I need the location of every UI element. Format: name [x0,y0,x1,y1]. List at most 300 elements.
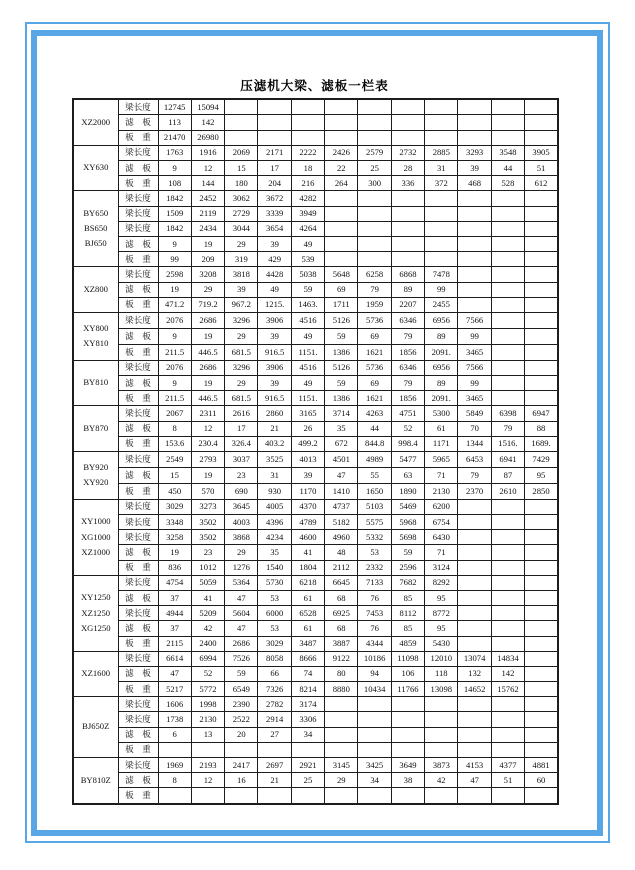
value-cell: 4989 [358,451,391,467]
value-cell: 142 [191,115,224,130]
value-cell [291,788,324,804]
value-cell: 5604 [225,606,258,621]
table-row [73,530,558,545]
row-label-cell: 梁长度 [118,499,158,514]
value-cell: 2076 [158,312,191,328]
value-cell: 19 [191,375,224,390]
value-cell: 2860 [258,406,291,421]
row-label-cell: 滤 板 [118,773,158,788]
model-name: BY650 [83,207,109,218]
value-cell: 1998 [191,697,224,712]
value-cell: 61 [425,421,458,436]
value-cell: 9 [158,161,191,176]
value-cell [391,191,424,206]
value-cell: 2596 [391,560,424,575]
value-cell [458,499,491,514]
value-cell: 15762 [491,682,524,697]
table-row [73,312,558,328]
value-cell: 3818 [225,267,258,282]
value-cell: 3649 [391,758,424,773]
row-label-cell: 梁长度 [118,145,158,160]
value-cell [491,636,524,651]
value-cell: 2729 [225,206,258,221]
value-cell: 79 [391,375,424,390]
value-cell: 3887 [325,636,358,651]
value-cell: 12 [191,161,224,176]
value-cell: 2426 [325,145,358,160]
value-cell [525,252,558,267]
value-cell [525,344,558,360]
value-cell: 6453 [458,451,491,467]
value-cell: 37 [158,590,191,605]
value-cell [458,590,491,605]
value-cell: 41 [291,545,324,560]
value-cell: 76 [358,590,391,605]
value-cell [358,727,391,742]
value-cell [458,606,491,621]
value-cell: 70 [458,421,491,436]
value-cell [425,191,458,206]
value-cell: 4003 [225,515,258,530]
value-cell: 15 [158,467,191,483]
model-name: XG1250 [80,622,111,633]
table-row [73,145,558,160]
value-cell: 49 [291,375,324,390]
value-cell [525,621,558,636]
model-name: XZ1600 [81,668,111,679]
value-cell: 7429 [525,451,558,467]
table-row [73,621,558,636]
value-cell: 29 [225,236,258,251]
value-cell: 39 [458,161,491,176]
value-cell: 1151. [291,344,324,360]
value-cell: 4600 [291,530,324,545]
value-cell: 23 [225,467,258,483]
value-cell: 47 [225,590,258,605]
value-cell [491,606,524,621]
value-cell: 66 [258,666,291,681]
value-cell: 6868 [391,267,424,282]
value-cell [491,375,524,390]
model-name: XG1000 [80,531,111,542]
value-cell: 3502 [191,530,224,545]
table-row [73,421,558,436]
value-cell [458,130,491,145]
value-cell: 41 [191,590,224,605]
model-name-cell [73,499,118,575]
value-cell [458,788,491,804]
row-label-cell: 板 重 [118,560,158,575]
value-cell: 38 [391,773,424,788]
value-cell [525,282,558,297]
value-cell: 4501 [325,451,358,467]
value-cell [425,99,458,115]
value-cell: 9 [158,328,191,344]
row-label-cell: 梁长度 [118,99,158,115]
table-row [73,575,558,590]
value-cell [425,788,458,804]
value-cell [491,590,524,605]
value-cell [525,636,558,651]
value-cell: 3258 [158,530,191,545]
value-cell: 3548 [491,145,524,160]
value-cell: 319 [225,252,258,267]
value-cell: 916.5 [258,344,291,360]
table-row [73,560,558,575]
value-cell: 1463. [291,297,324,312]
value-cell: 4754 [158,575,191,590]
value-cell [458,545,491,560]
value-cell [525,360,558,375]
model-name-cell [73,758,118,805]
value-cell [325,191,358,206]
value-cell: 1890 [391,483,424,499]
value-cell [391,252,424,267]
value-cell: 48 [325,545,358,560]
value-cell: 1170 [291,483,324,499]
value-cell [491,297,524,312]
row-label-cell: 梁长度 [118,515,158,530]
value-cell: 216 [291,176,324,191]
value-cell: 3905 [525,145,558,160]
value-cell: 6398 [491,406,524,421]
value-cell [358,206,391,221]
value-cell: 9 [158,236,191,251]
value-cell [225,742,258,757]
model-name-cell [73,697,118,758]
value-cell [458,221,491,236]
row-label-cell: 滤 板 [118,545,158,560]
value-cell: 5965 [425,451,458,467]
value-cell: 6994 [191,651,224,666]
row-label-cell: 梁长度 [118,267,158,282]
row-label-cell: 梁长度 [118,360,158,375]
value-cell: 2610 [491,483,524,499]
value-cell: 3487 [291,636,324,651]
value-cell [491,267,524,282]
value-cell [525,727,558,742]
value-cell: 5469 [391,499,424,514]
table-row [73,788,558,804]
value-cell [425,727,458,742]
value-cell: 9122 [325,651,358,666]
value-cell [491,312,524,328]
model-name: XY800 [83,323,109,334]
table-row [73,375,558,390]
value-cell: 2914 [258,712,291,727]
value-cell [325,742,358,757]
value-cell: 5364 [225,575,258,590]
value-cell: 450 [158,483,191,499]
value-cell: 3348 [158,515,191,530]
value-cell: 18 [291,161,324,176]
table-row [73,191,558,206]
value-cell: 6947 [525,406,558,421]
value-cell: 13074 [458,651,491,666]
value-cell [525,515,558,530]
value-cell: 49 [258,282,291,297]
value-cell: 5103 [358,499,391,514]
value-cell: 95 [425,590,458,605]
table-row [73,344,558,360]
value-cell: 21 [258,421,291,436]
value-cell: 1689. [525,436,558,451]
value-cell: 69 [358,328,391,344]
value-cell: 53 [258,590,291,605]
value-cell [525,590,558,605]
value-cell [525,575,558,590]
value-cell: 113 [158,115,191,130]
value-cell: 719.2 [191,297,224,312]
value-cell: 29 [325,773,358,788]
value-cell: 5038 [291,267,324,282]
spec-table [72,98,559,805]
value-cell: 3029 [158,499,191,514]
value-cell: 4377 [491,758,524,773]
value-cell [425,742,458,757]
model-name-cell [73,451,118,499]
value-cell: 71 [425,467,458,483]
value-cell [525,712,558,727]
value-cell: 3906 [258,312,291,328]
value-cell [491,282,524,297]
value-cell: 88 [525,421,558,436]
value-cell: 5575 [358,515,391,530]
value-cell: 39 [225,282,258,297]
value-cell: 2119 [191,206,224,221]
value-cell: 4751 [391,406,424,421]
value-cell: 1763 [158,145,191,160]
value-cell: 68 [325,590,358,605]
value-cell: 2400 [191,636,224,651]
value-cell: 5698 [391,530,424,545]
value-cell: 6258 [358,267,391,282]
table-row [73,267,558,282]
value-cell [458,727,491,742]
value-cell [525,391,558,406]
value-cell: 5772 [191,682,224,697]
row-label-cell: 板 重 [118,297,158,312]
value-cell [391,115,424,130]
value-cell [258,115,291,130]
table-row [73,221,558,236]
table-row [73,651,558,666]
value-cell: 5736 [358,360,391,375]
value-cell [425,252,458,267]
table-row [73,236,558,251]
value-cell: 60 [525,773,558,788]
value-cell: 2171 [258,145,291,160]
value-cell: 209 [191,252,224,267]
value-cell [491,742,524,757]
value-cell [225,788,258,804]
value-cell: 19 [158,545,191,560]
value-cell [458,252,491,267]
value-cell [525,499,558,514]
table-row [73,176,558,191]
value-cell: 51 [491,773,524,788]
value-cell: 12 [191,421,224,436]
value-cell [158,742,191,757]
value-cell: 2434 [191,221,224,236]
value-cell: 1621 [358,344,391,360]
table-row [73,451,558,467]
value-cell: 612 [525,176,558,191]
value-cell: 11098 [391,651,424,666]
value-cell: 2850 [525,483,558,499]
value-cell: 34 [358,773,391,788]
value-cell [525,606,558,621]
table-row [73,590,558,605]
value-cell: 4960 [325,530,358,545]
value-cell: 2115 [158,636,191,651]
row-label-cell: 板 重 [118,788,158,804]
value-cell [525,530,558,545]
value-cell: 930 [258,483,291,499]
value-cell: 12 [191,773,224,788]
row-label-cell: 板 重 [118,176,158,191]
value-cell: 2686 [191,312,224,328]
value-cell [358,712,391,727]
value-cell: 11766 [391,682,424,697]
model-name: XY630 [83,162,109,173]
value-cell [458,575,491,590]
value-cell: 25 [358,161,391,176]
row-label-cell: 滤 板 [118,727,158,742]
table-row [73,328,558,344]
value-cell: 39 [258,328,291,344]
value-cell: 1959 [358,297,391,312]
value-cell: 108 [158,176,191,191]
table-row [73,391,558,406]
value-cell: 3906 [258,360,291,375]
value-cell: 211.5 [158,344,191,360]
value-cell: 19 [191,236,224,251]
value-cell: 2793 [191,451,224,467]
model-name: BY810Z [80,774,111,785]
table-row [73,483,558,499]
row-label-cell: 滤 板 [118,421,158,436]
value-cell: 3124 [425,560,458,575]
value-cell: 3293 [458,145,491,160]
value-cell [391,697,424,712]
value-cell: 6218 [291,575,324,590]
value-cell: 85 [391,621,424,636]
value-cell: 2686 [225,636,258,651]
value-cell [525,375,558,390]
value-cell [425,236,458,251]
value-cell: 4013 [291,451,324,467]
value-cell: 39 [258,375,291,390]
row-label-cell: 滤 板 [118,115,158,130]
value-cell: 79 [491,421,524,436]
value-cell: 2921 [291,758,324,773]
value-cell: 916.5 [258,391,291,406]
value-cell [458,236,491,251]
value-cell: 8058 [258,651,291,666]
value-cell: 63 [391,467,424,483]
value-cell: 681.5 [225,391,258,406]
value-cell [358,252,391,267]
value-cell [391,727,424,742]
model-name: XY1250 [80,592,111,603]
value-cell: 1344 [458,436,491,451]
value-cell [291,742,324,757]
row-label-cell: 板 重 [118,130,158,145]
row-label-cell: 滤 板 [118,621,158,636]
value-cell: 80 [325,666,358,681]
value-cell: 1969 [158,758,191,773]
value-cell: 180 [225,176,258,191]
value-cell: 1738 [158,712,191,727]
value-cell: 39 [258,236,291,251]
value-cell: 3425 [358,758,391,773]
value-cell: 52 [191,666,224,681]
value-cell: 3465 [458,344,491,360]
value-cell [491,621,524,636]
value-cell: 681.5 [225,344,258,360]
value-cell [458,191,491,206]
value-cell: 8214 [291,682,324,697]
value-cell: 4153 [458,758,491,773]
value-cell [491,560,524,575]
value-cell: 99 [458,375,491,390]
value-cell: 836 [158,560,191,575]
value-cell: 6754 [425,515,458,530]
row-label-cell: 梁长度 [118,312,158,328]
value-cell [491,712,524,727]
value-cell: 372 [425,176,458,191]
value-cell: 99 [158,252,191,267]
value-cell: 51 [525,161,558,176]
table-row [73,682,558,697]
value-cell [458,636,491,651]
value-cell: 29 [225,545,258,560]
value-cell: 2067 [158,406,191,421]
value-cell: 153.6 [158,436,191,451]
value-cell: 21470 [158,130,191,145]
value-cell: 3145 [325,758,358,773]
value-cell: 89 [425,328,458,344]
value-cell: 8880 [325,682,358,697]
value-cell: 44 [358,421,391,436]
value-cell [391,742,424,757]
value-cell: 15 [225,161,258,176]
value-cell: 49 [291,236,324,251]
value-cell [458,99,491,115]
value-cell: 336 [391,176,424,191]
value-cell [491,391,524,406]
value-cell: 2549 [158,451,191,467]
value-cell [525,115,558,130]
model-name: XY810 [83,338,109,349]
table-row [73,697,558,712]
value-cell [525,545,558,560]
value-cell: 3037 [225,451,258,467]
value-cell [491,206,524,221]
value-cell: 4005 [258,499,291,514]
value-cell: 85 [391,590,424,605]
value-cell: 6 [158,727,191,742]
model-name: XZ1000 [81,546,111,557]
value-cell: 49 [291,328,324,344]
table-row [73,252,558,267]
row-label-cell: 滤 板 [118,375,158,390]
value-cell: 106 [391,666,424,681]
model-name-cell [73,651,118,697]
value-cell [425,130,458,145]
row-label-cell: 板 重 [118,682,158,697]
